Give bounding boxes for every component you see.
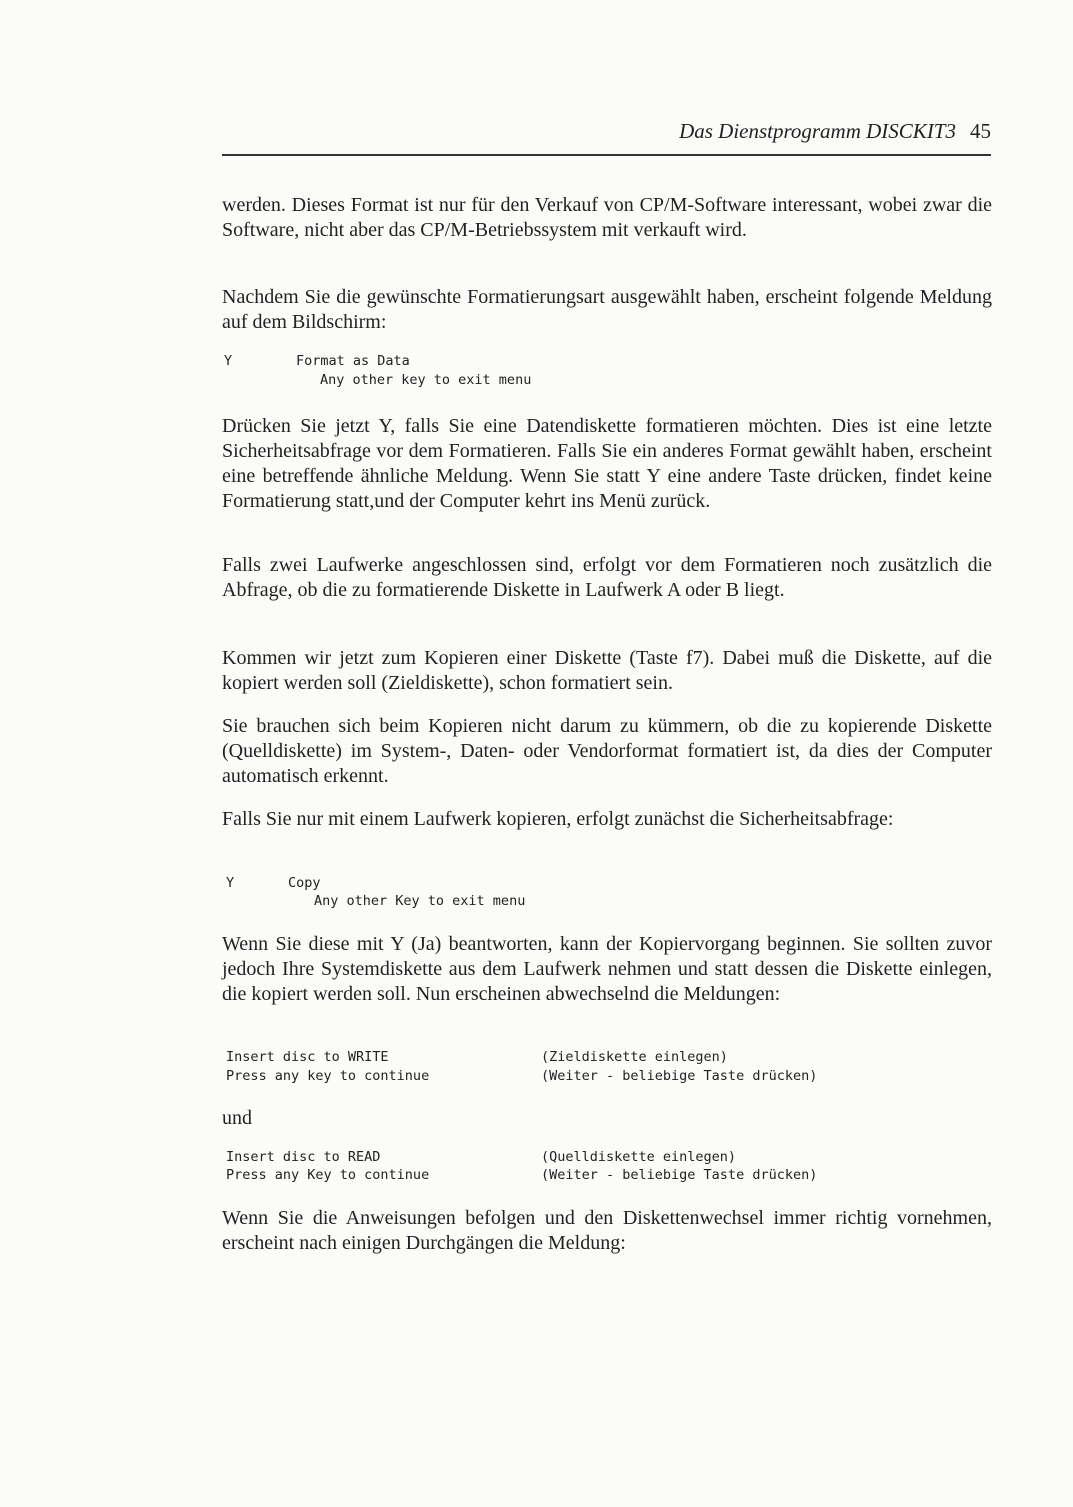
code-write-right2: (Weiter - beliebige Taste drücken) bbox=[541, 1068, 818, 1084]
paragraph-9: Wenn Sie die Anweisungen befolgen und den Diskettenwechsel immer richtig vornehmen, erscheint nach einigen Durchgängen die Meldung: bbox=[222, 1207, 992, 1254]
code-read-right1: (Quelldiskette einlegen) bbox=[541, 1149, 737, 1165]
connector-und: und bbox=[222, 1107, 252, 1129]
code-write-left1: Insert disc to WRITE bbox=[226, 1049, 389, 1065]
code-write-left2: Press any key to continue bbox=[226, 1068, 430, 1084]
page-number: 45 bbox=[970, 119, 991, 143]
paragraph-1: werden. Dieses Format ist nur für den Verkauf von CP/M-Software interessant, wobei zwar die Software, nicht aber das CP/M-Betriebssystem mit verkauft wird. bbox=[222, 194, 992, 241]
paragraph-7: Falls Sie nur mit einem Laufwerk kopieren, erfolgt zunächst die Sicherheitsabfrage: bbox=[222, 808, 894, 830]
header-title: Das Dienstprogramm DISCKIT3 bbox=[679, 119, 956, 143]
paragraph-5: Kommen wir jetzt zum Kopieren einer Diskette (Taste f7). Dabei muß die Diskette, auf die kopiert werden soll (Zieldiskette), schon formatiert sein. bbox=[222, 647, 992, 694]
code-read-left1: Insert disc to READ bbox=[226, 1149, 381, 1165]
code-copy-key: Y bbox=[226, 875, 235, 891]
code-read-right2: (Weiter - beliebige Taste drücken) bbox=[541, 1167, 818, 1183]
code-read-left2: Press any Key to continue bbox=[226, 1167, 430, 1183]
paragraph-3: Drücken Sie jetzt Y, falls Sie eine Datendiskette formatieren möchten. Dies ist eine letzte Sicherheitsabfrage vor dem Formatieren. Falls Sie ein anderes Format gewählt haben, erscheint eine betreffende ähnliche Meldung. Wenn Sie statt Y eine andere Taste drücken, findet keine Formatierung statt,und der Computer kehrt ins Menü zurück. bbox=[222, 415, 992, 512]
code-format-key: Y bbox=[224, 353, 233, 369]
paragraph-8: Wenn Sie diese mit Y (Ja) beantworten, kann der Kopiervorgang beginnen. Sie sollten zuvor jedoch Ihre Systemdiskette aus dem Laufwerk nehmen und statt dessen die Diskette einlegen, die kopiert werden soll. Nun erscheinen abwechselnd die Meldungen: bbox=[222, 933, 992, 1005]
paragraph-6: Sie brauchen sich beim Kopieren nicht darum zu kümmern, ob die zu kopierende Diskette (Quelldiskette) im System-, Daten- oder Vendorformat formatiert ist, da dies der Computer automatisch erkennt. bbox=[222, 715, 992, 787]
code-format-line2: Any other key to exit menu bbox=[320, 372, 532, 388]
code-copy-line1: Copy bbox=[288, 875, 321, 891]
code-format-line1: Format as Data bbox=[296, 353, 410, 369]
code-write-right1: (Zieldiskette einlegen) bbox=[541, 1049, 728, 1065]
paragraph-4: Falls zwei Laufwerke angeschlossen sind, erfolgt vor dem Formatieren noch zusätzlich die Abfrage, ob die zu formatierende Diskette in Laufwerk A oder B liegt. bbox=[222, 554, 992, 601]
code-copy-line2: Any other Key to exit menu bbox=[314, 893, 526, 909]
running-header bbox=[222, 116, 991, 146]
header-rule bbox=[222, 154, 991, 156]
paragraph-2: Nachdem Sie die gewünschte Formatierungsart ausgewählt haben, erscheint folgende Meldung auf dem Bildschirm: bbox=[222, 286, 992, 333]
